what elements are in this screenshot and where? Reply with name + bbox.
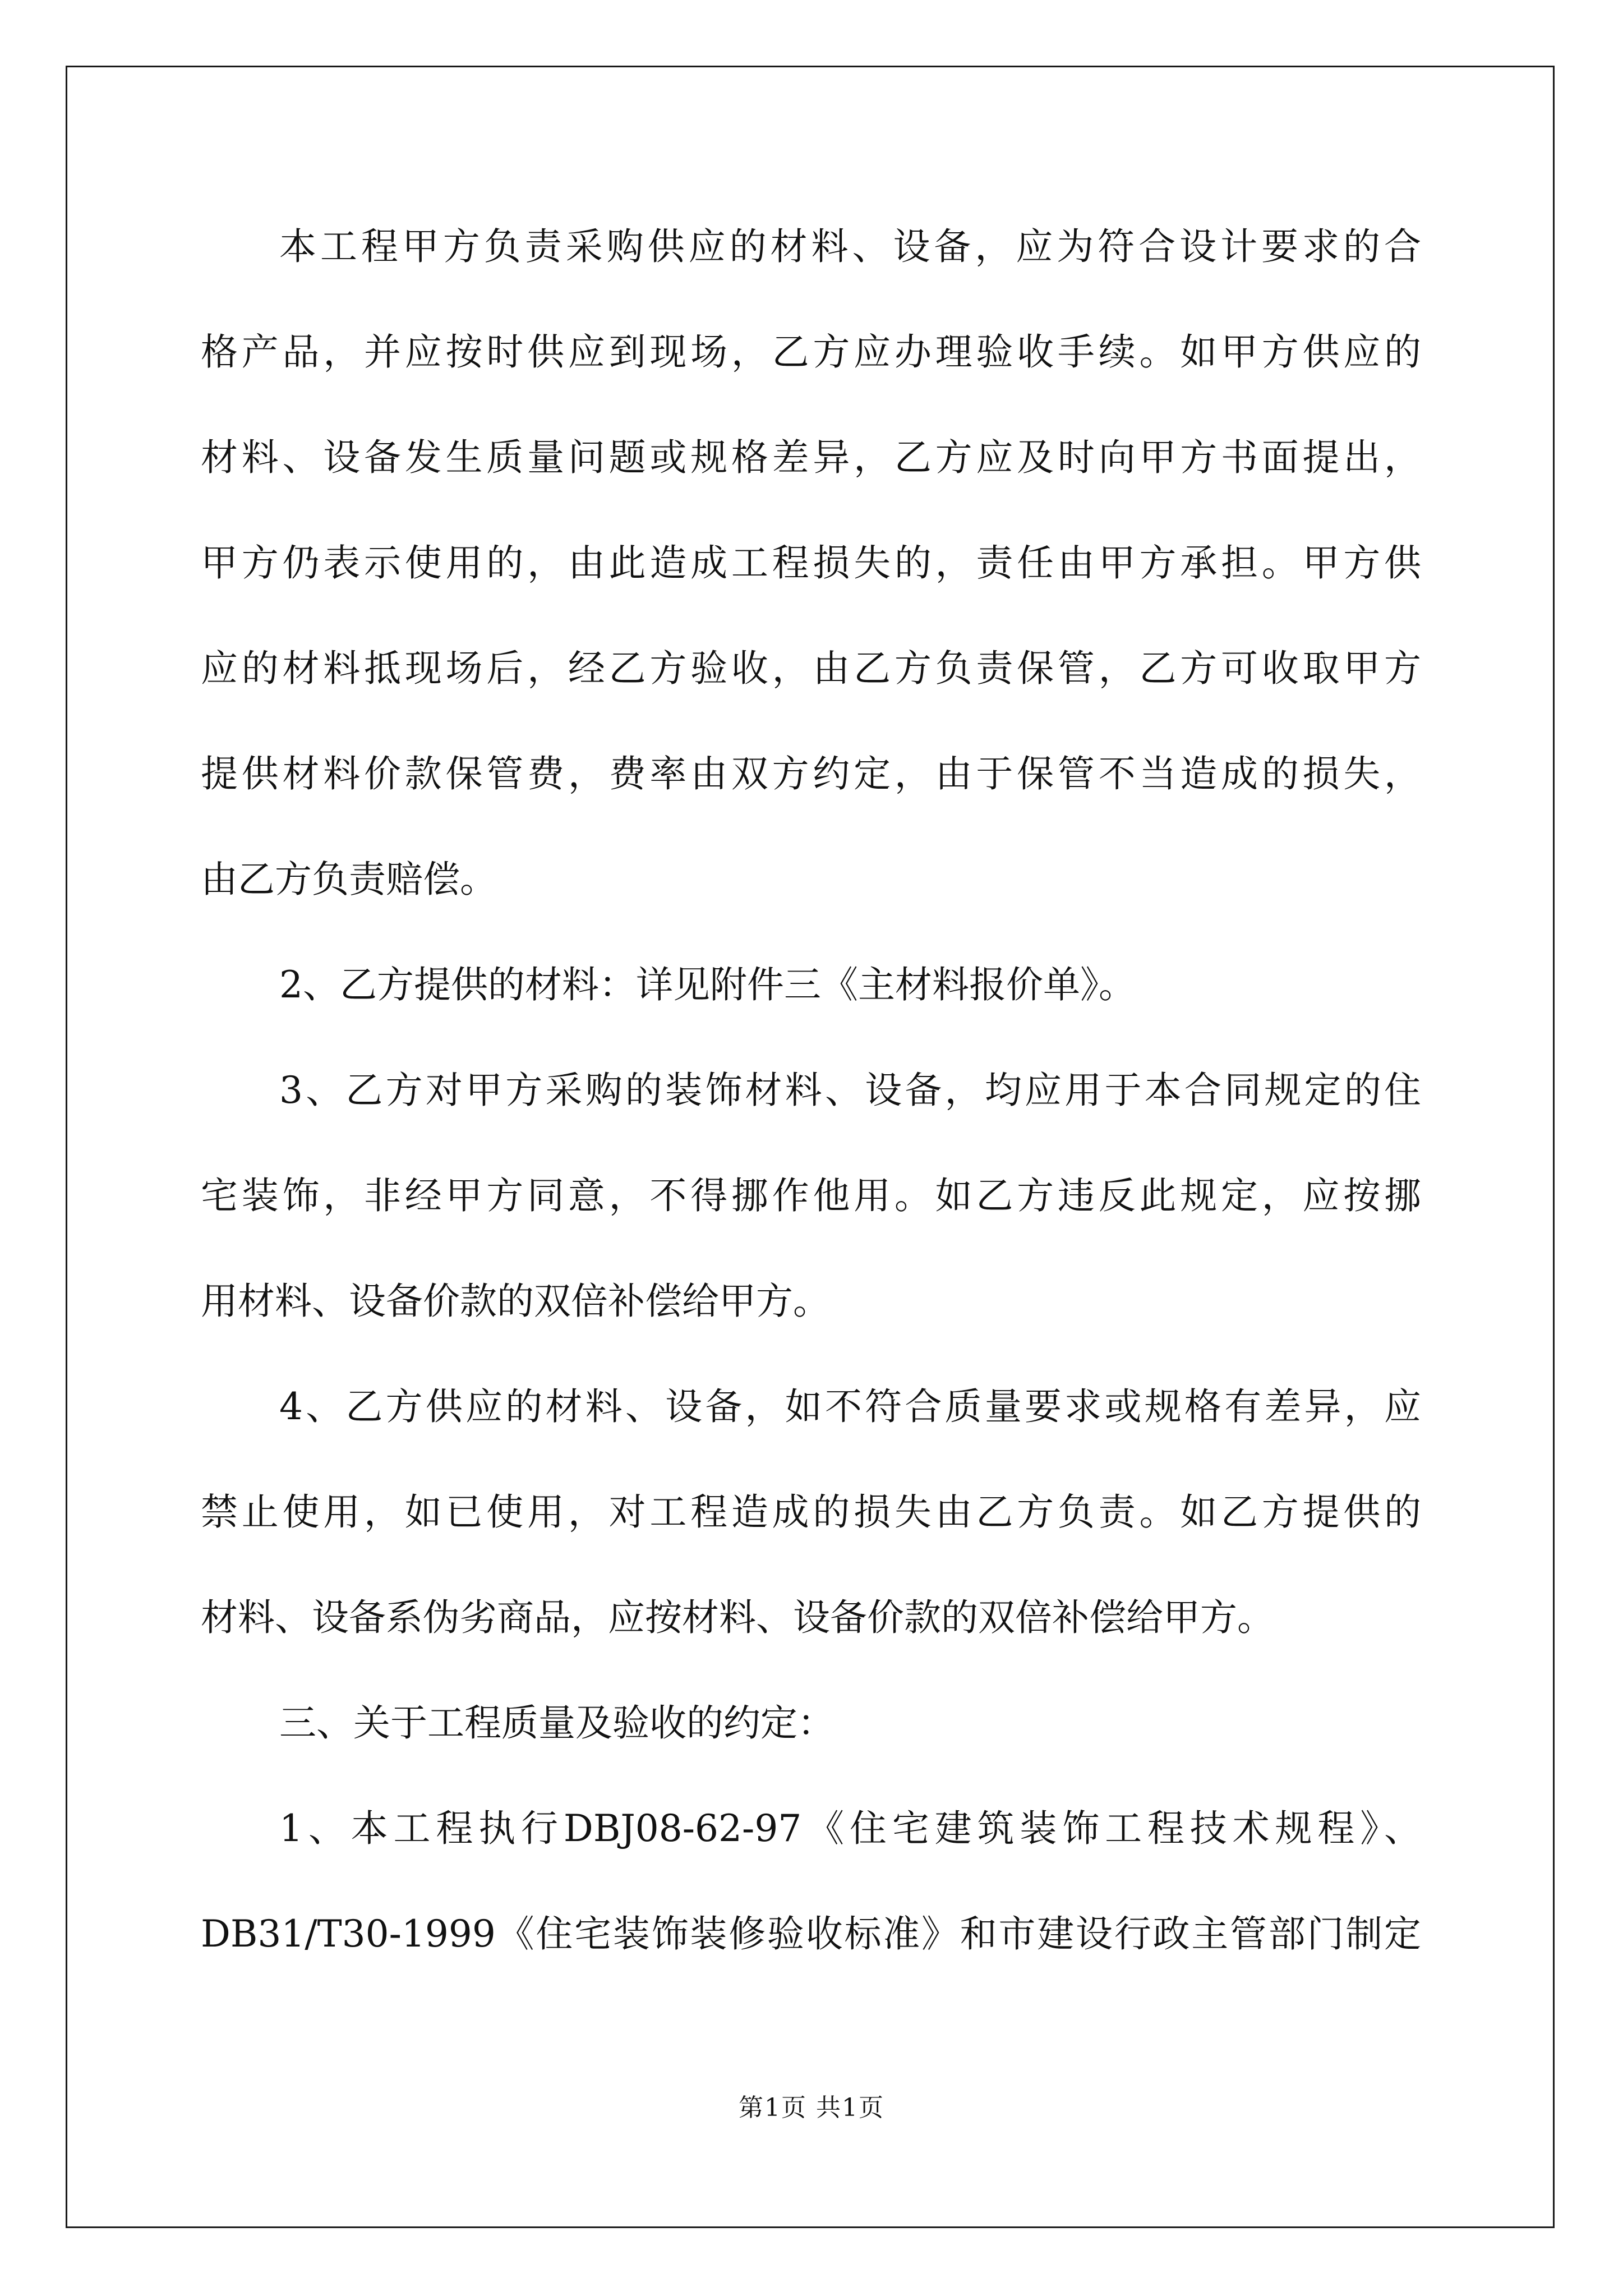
paragraph-line: DB31/T30-1999《住宅装饰装修验收标准》和市建设行政主管部门制定 xyxy=(201,1912,1421,1955)
paragraph-line: 甲方仍表示使用的，由此造成工程损失的，责任由甲方承担。甲方供 xyxy=(201,541,1421,585)
paragraph-line: 格产品，并应按时供应到现场，乙方应办理验收手续。如甲方供应的 xyxy=(201,330,1421,374)
paragraph-line: 禁止使用，如已使用，对工程造成的损失由乙方负责。如乙方提供的 xyxy=(201,1490,1421,1534)
paragraph-line: 提供材料价款保管费，费率由双方约定，由于保管不当造成的损失， xyxy=(201,752,1421,795)
paragraph-line: 材料、设备系伪劣商品，应按材料、设备价款的双倍补偿给甲方。 xyxy=(201,1596,1274,1639)
page-border xyxy=(66,66,1555,2228)
paragraph-line: 宅装饰，非经甲方同意，不得挪作他用。如乙方违反此规定，应按挪 xyxy=(201,1174,1421,1217)
paragraph-line: 4、乙方供应的材料、设备，如不符合质量要求或规格有差异，应 xyxy=(279,1385,1421,1428)
page-footer: 第1页 共1页 xyxy=(739,2093,884,2122)
paragraph-line: 2、乙方提供的材料：详见附件三《主材料报价单》。 xyxy=(279,963,1136,1006)
section-heading: 三、关于工程质量及验收的约定： xyxy=(279,1701,834,1745)
paragraph-line: 3、乙方对甲方采购的装饰材料、设备，均应用于本合同规定的住 xyxy=(279,1069,1421,1112)
paragraph-line: 本工程甲方负责采购供应的材料、设备，应为符合设计要求的合 xyxy=(279,225,1421,268)
paragraph-line: 由乙方负责赔偿。 xyxy=(201,858,497,901)
paragraph-line: 1、本工程执行DBJ08-62-97《住宅建筑装饰工程技术规程》、 xyxy=(279,1807,1421,1850)
paragraph-line: 材料、设备发生质量问题或规格差异，乙方应及时向甲方书面提出， xyxy=(201,436,1421,479)
paragraph-line: 用材料、设备价款的双倍补偿给甲方。 xyxy=(201,1280,830,1323)
paragraph-line: 应的材料抵现场后，经乙方验收，由乙方负责保管，乙方可收取甲方 xyxy=(201,647,1421,690)
